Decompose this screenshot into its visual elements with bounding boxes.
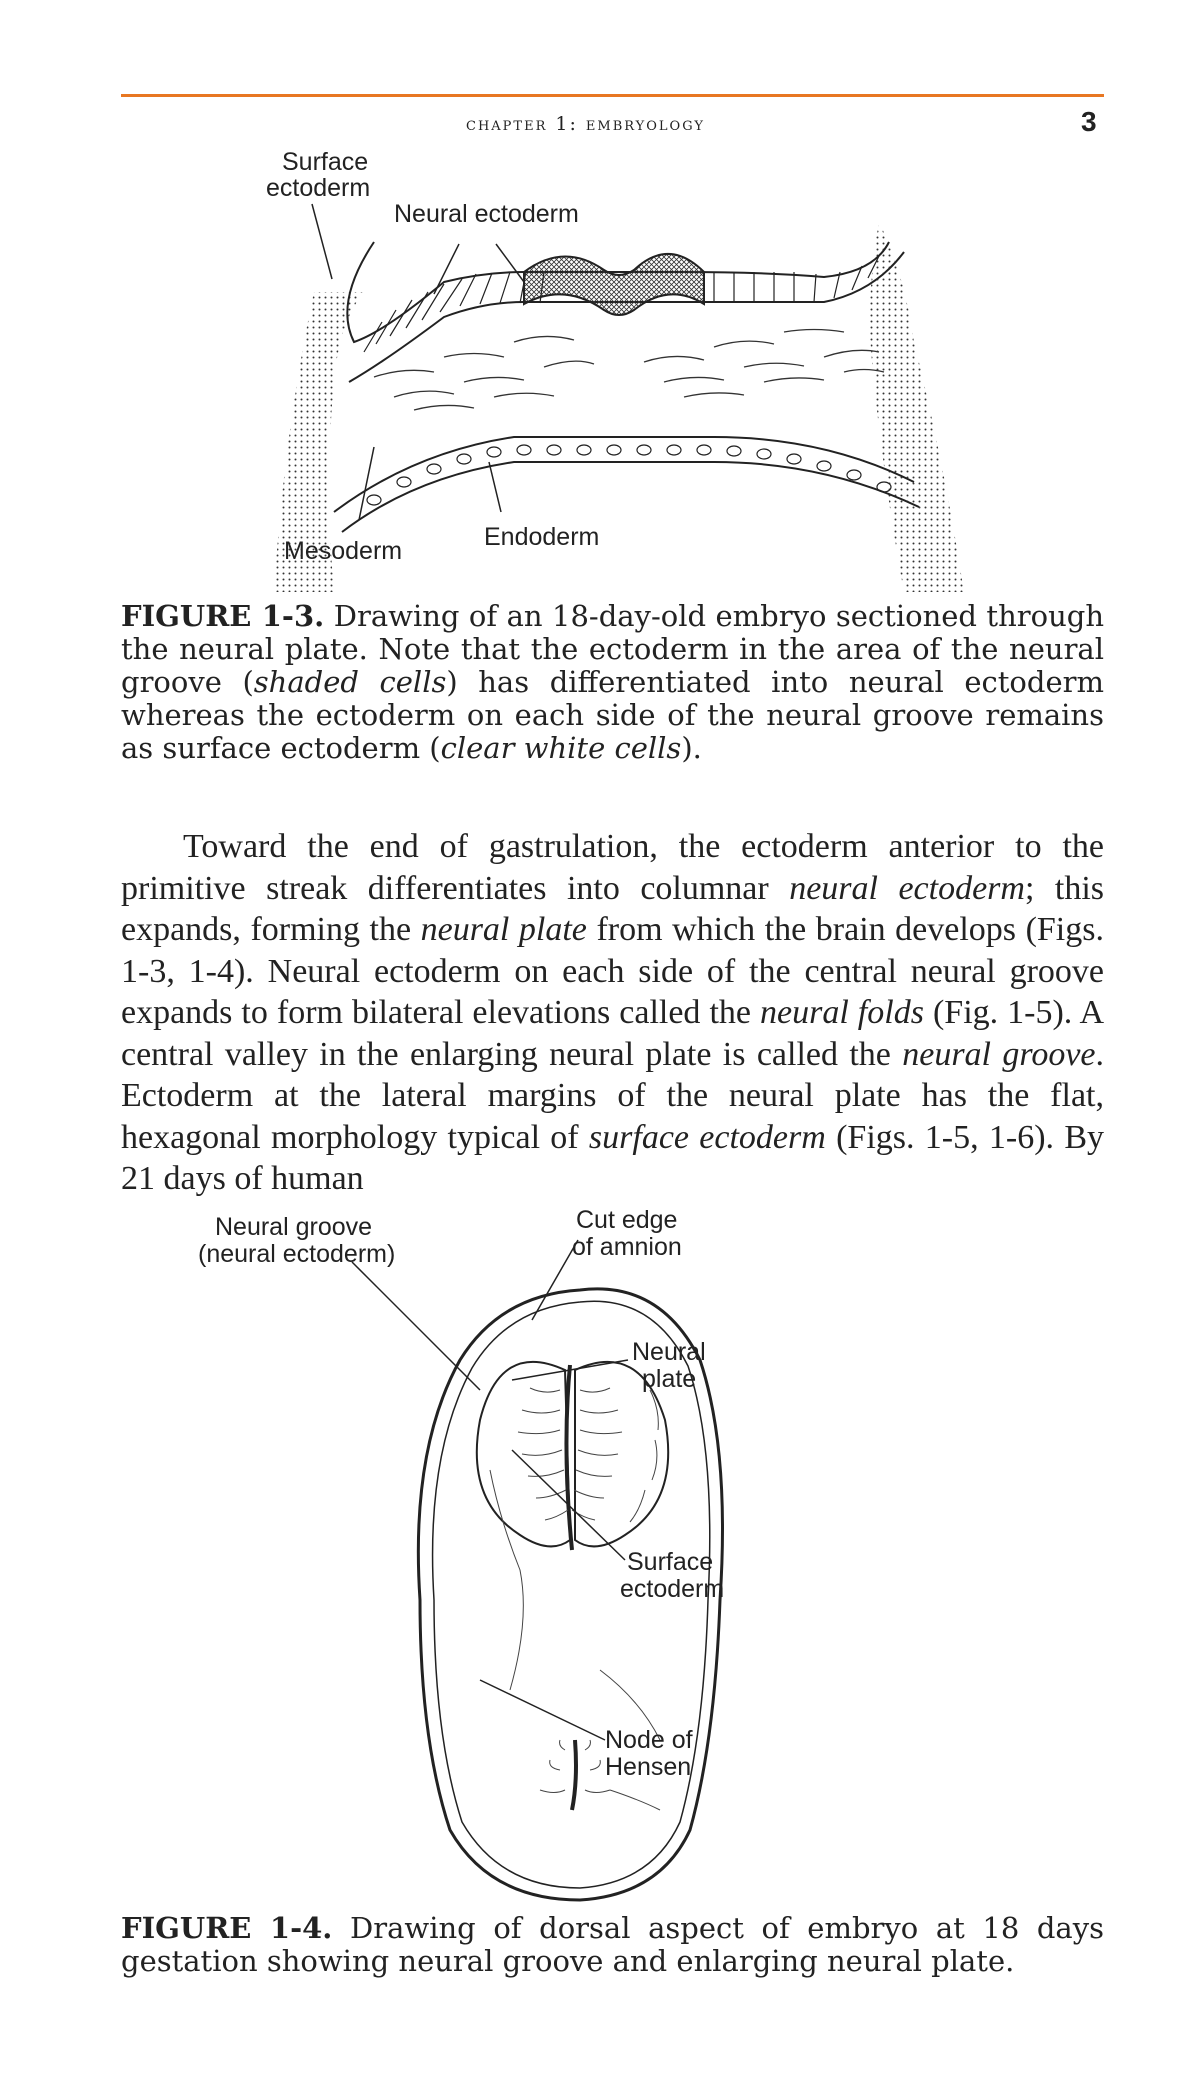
figure-1-3-illustration <box>264 148 964 602</box>
fig4-label-surface-ectoderm-1: Surface <box>627 1548 714 1576</box>
figure-1-4-label: FIGURE 1-4. <box>121 1911 333 1945</box>
fig4-label-neural-groove-1: Neural groove <box>215 1213 373 1241</box>
header-rule <box>121 94 1104 97</box>
page-number: 3 <box>1081 106 1097 137</box>
figure-1-3-label: FIGURE 1-3. <box>121 599 325 633</box>
fig4-label-cut-edge-1: Cut edge <box>576 1206 678 1234</box>
body-paragraph: Toward the end of gastrulation, the ectoderm anterior to the primitive streak differentiates into columnar neural ectoderm; this expands, forming the neural plate from which the brain develops (Figs. 1-3, 1-4). Neural ectoderm on each side of the central neural groove expands to form bilateral elevations called the neural folds (Fig. 1-5). A central valley in the enlarging neural plate is called the neural groove. Ectoderm at the lateral margins of the neural plate has the flat, hexagonal morphology typical of surface ectoderm (Figs. 1-5, 1-6). By 21 days of human <box>121 828 1105 1197</box>
neural-ectoderm-shaded <box>524 254 704 315</box>
fig3-label-mesoderm: Mesoderm <box>284 537 403 565</box>
fig4-label-neural-plate-2: plate <box>642 1365 697 1393</box>
fig3-label-neural-ectoderm: Neural ectoderm <box>394 200 579 228</box>
node-of-hensen <box>572 1740 576 1810</box>
fig3-label-surface-ectoderm-1: Surface <box>282 148 369 176</box>
fig4-label-surface-ectoderm-2: ectoderm <box>620 1575 725 1603</box>
fig3-label-endoderm: Endoderm <box>484 523 600 551</box>
figure-1-4-illustration <box>198 1206 920 1910</box>
fig4-label-cut-edge-2: of amnion <box>572 1233 682 1261</box>
fig4-label-neural-groove-2: (neural ectoderm) <box>198 1240 396 1268</box>
fig4-label-node-of-hensen-1: Node of <box>605 1726 693 1754</box>
fig4-label-neural-plate-1: Neural <box>632 1338 706 1366</box>
right-stippled-tissue <box>870 222 964 592</box>
running-head: chapter 1: embryology <box>466 113 705 135</box>
figure-1-4-caption: FIGURE 1-4. Drawing of dorsal aspect of embryo at 18 days gestation showing neural groove and enlarging neural plate. <box>121 1911 1104 1978</box>
fig3-label-surface-ectoderm-2: ectoderm <box>266 174 371 202</box>
neural-groove-line <box>566 1365 572 1550</box>
fig4-label-node-of-hensen-2: Hensen <box>605 1753 692 1781</box>
figure-1-3-caption: FIGURE 1-3. Drawing of an 18-day-old embryo sectioned through the neural plate. Note that the ectoderm in the area of the neural groove (shaded cells) has differentiated into neural ectoderm whereas the ectoderm on each side of the neural groove remains as surface ectoderm (clear white cells). <box>121 599 1105 765</box>
